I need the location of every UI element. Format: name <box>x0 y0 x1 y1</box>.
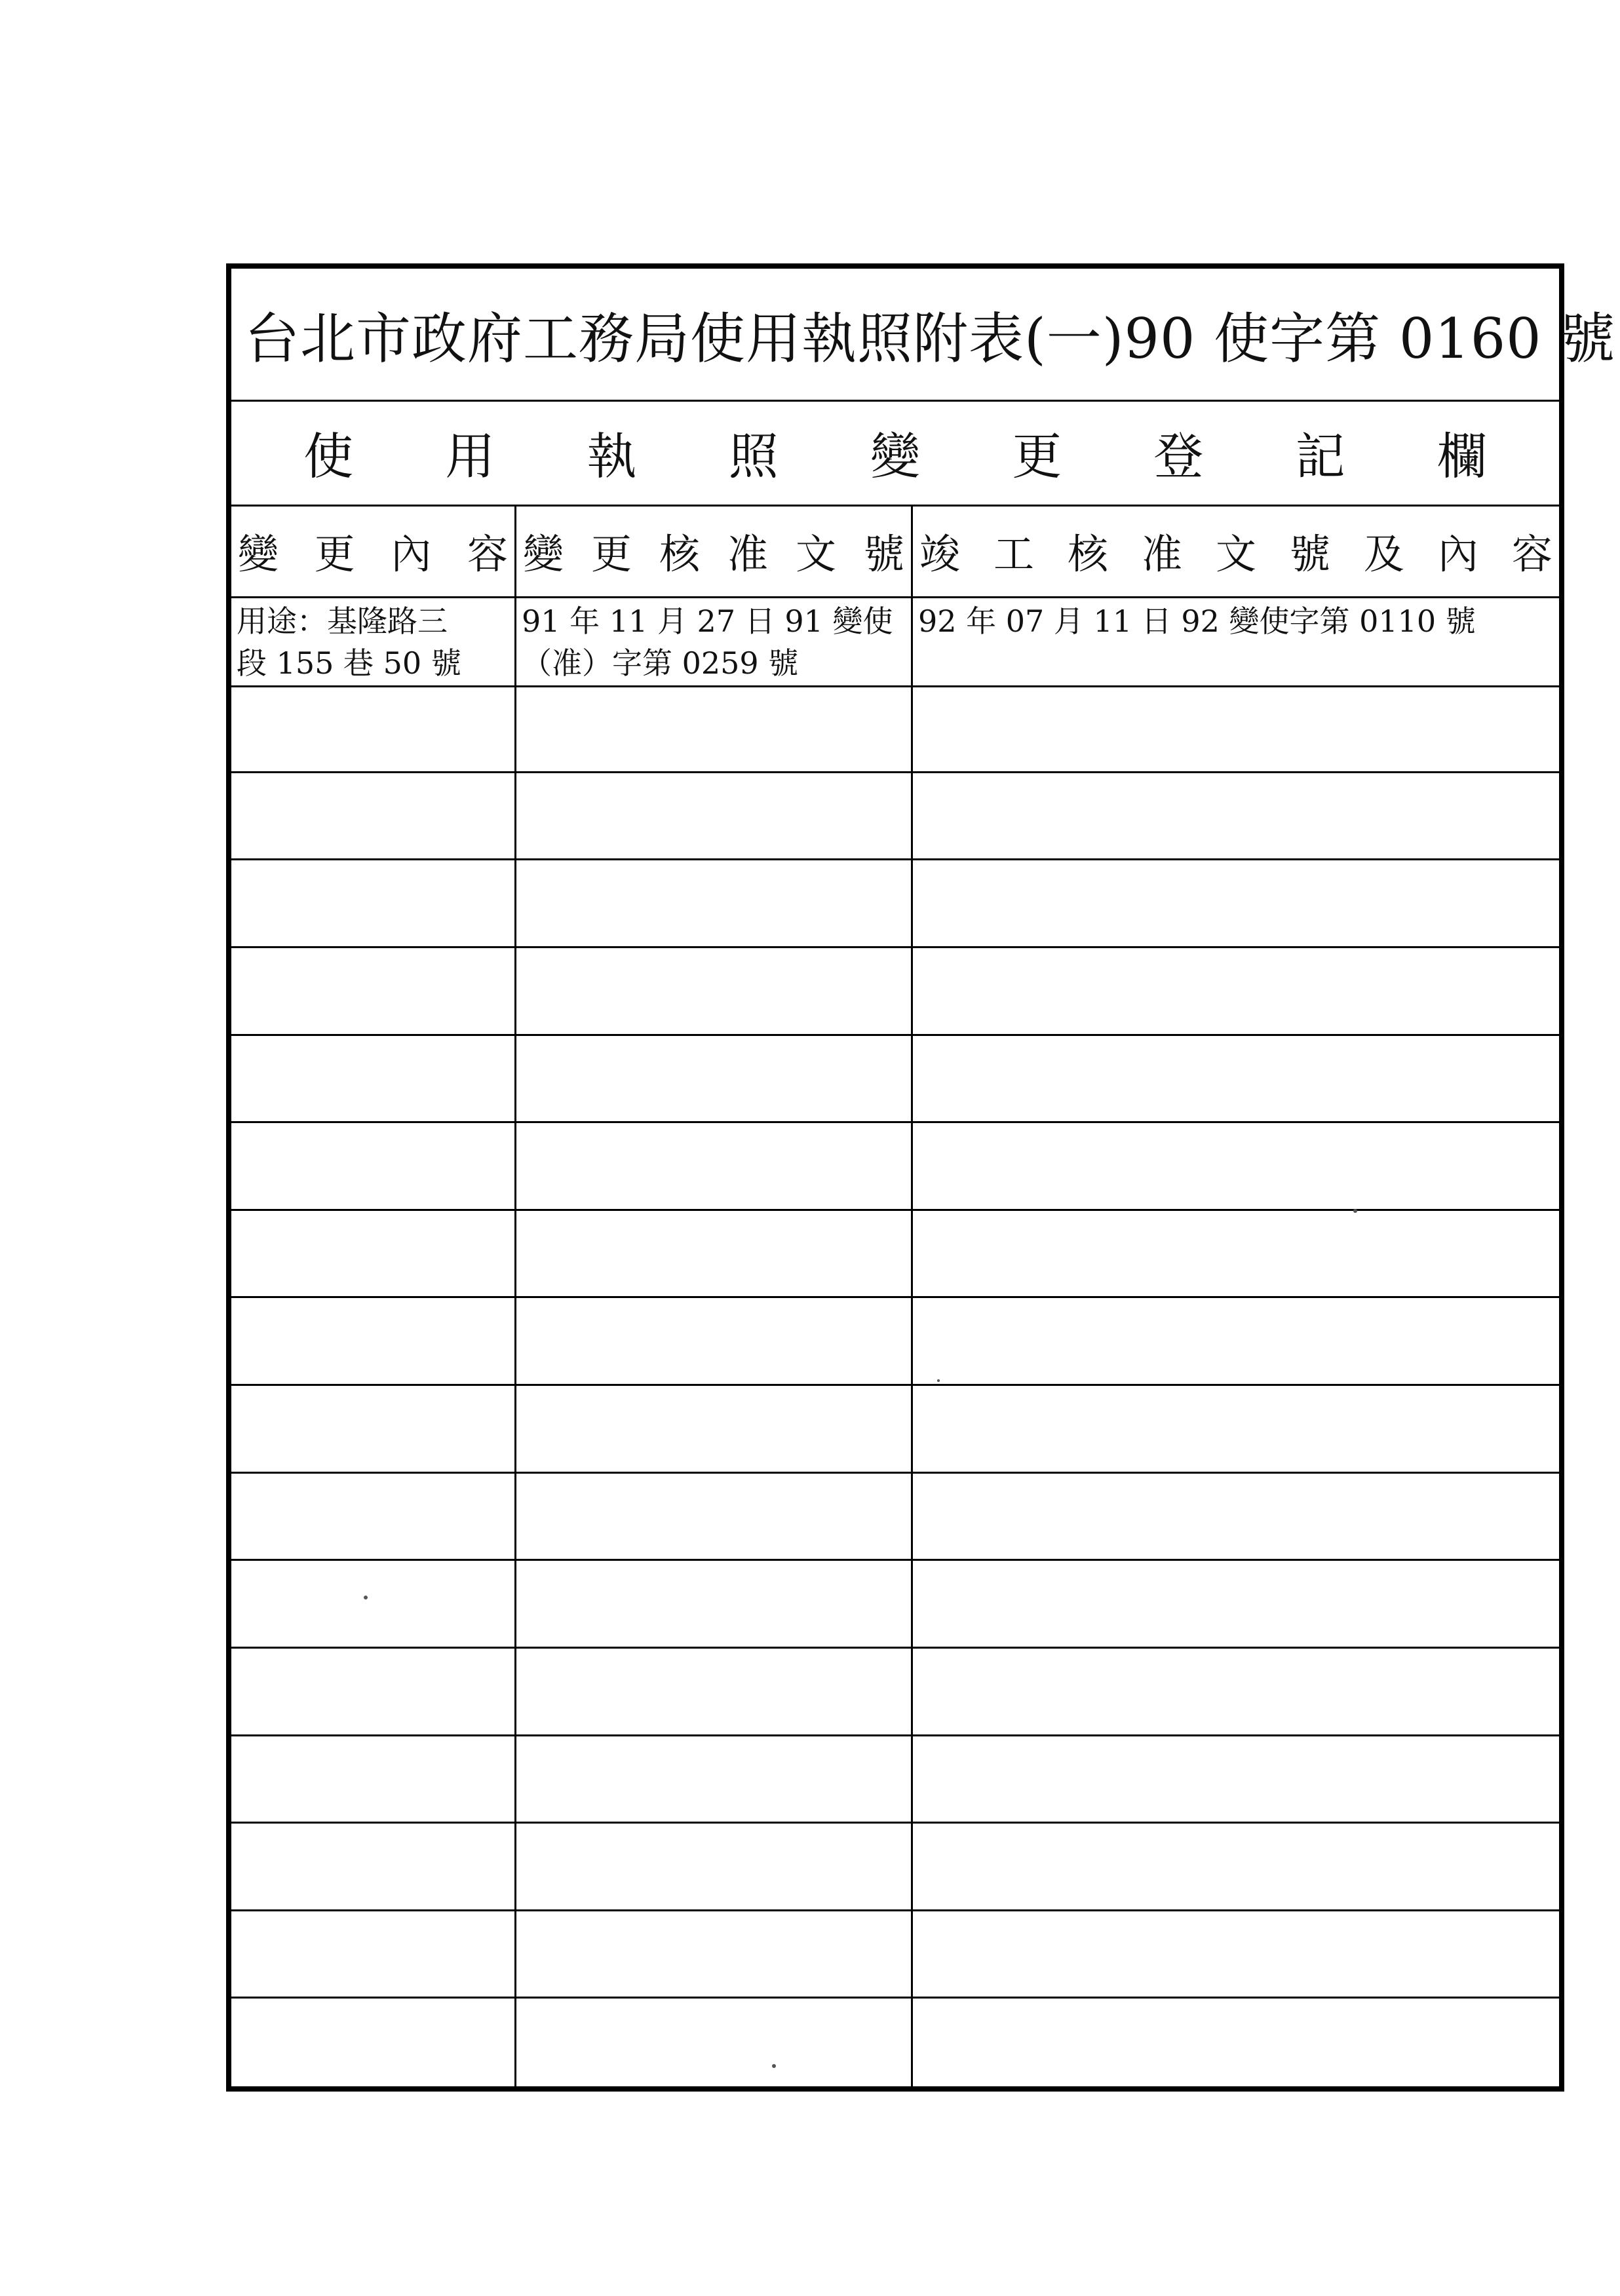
table-row <box>231 1911 1559 1999</box>
header-char: 內 <box>1437 529 1478 578</box>
header-char: 號 <box>863 529 904 578</box>
header-char: 容 <box>1511 529 1552 578</box>
cell-line: 91 年 11 月 27 日 91 變使 <box>522 603 893 639</box>
table-row <box>231 1649 1559 1736</box>
header-char: 內 <box>391 529 432 578</box>
header-char: 竣 <box>919 529 961 578</box>
scan-speck <box>772 2064 776 2068</box>
form-subtitle <box>231 400 1559 507</box>
header-char: 工 <box>993 529 1034 578</box>
header-char: 變 <box>238 529 279 578</box>
table-row <box>231 685 1559 773</box>
table-row <box>231 1123 1559 1211</box>
subtitle-char: 變 <box>870 427 920 486</box>
table-row <box>231 948 1559 1036</box>
subtitle-char: 使 <box>303 427 354 486</box>
table-row <box>231 596 1559 687</box>
table-row <box>231 1561 1559 1649</box>
subtitle-char: 用 <box>445 427 495 486</box>
form-title: 台北市政府工務局使用執照附表(一)90 使字第 0160 號 <box>231 269 1559 402</box>
header-char: 核 <box>1067 529 1108 578</box>
header-char: 文 <box>1215 529 1256 578</box>
cell-change-content <box>231 596 514 685</box>
header-char: 文 <box>795 529 836 578</box>
table-row <box>231 1736 1559 1824</box>
subtitle-char: 登 <box>1153 427 1204 486</box>
subtitle-char: 記 <box>1295 427 1345 486</box>
table-row <box>231 1386 1559 1474</box>
table-row <box>231 1298 1559 1386</box>
scan-speck <box>937 1379 940 1382</box>
table-row <box>231 860 1559 948</box>
subtitle-char: 欄 <box>1437 427 1487 486</box>
header-change-content <box>231 505 514 596</box>
header-approval-number <box>516 505 911 596</box>
column-divider <box>514 505 516 2086</box>
cell-line: 段 155 巷 50 號 <box>237 645 461 681</box>
header-char: 准 <box>727 529 768 578</box>
header-char: 號 <box>1289 529 1330 578</box>
subtitle-char: 執 <box>587 427 637 486</box>
header-char: 變 <box>523 529 564 578</box>
scan-speck <box>1353 1209 1357 1213</box>
header-char: 及 <box>1363 529 1404 578</box>
table-row <box>231 1036 1559 1124</box>
header-completion-number <box>913 505 1559 596</box>
table-row <box>231 1211 1559 1299</box>
subtitle-char: 照 <box>728 427 779 486</box>
header-char: 更 <box>590 529 632 578</box>
cell-completion-number <box>913 596 1559 685</box>
header-char: 容 <box>467 529 508 578</box>
header-char: 准 <box>1141 529 1182 578</box>
cell-approval-number <box>516 596 911 685</box>
table-row <box>231 1999 1559 2084</box>
change-register-table <box>231 505 1559 2086</box>
table-row <box>231 1474 1559 1561</box>
usage-license-change-form <box>226 263 1616 2092</box>
scan-speck <box>364 1596 368 1599</box>
subtitle-char: 更 <box>1012 427 1062 486</box>
table-row <box>231 1824 1559 1911</box>
table-row <box>231 773 1559 861</box>
header-char: 更 <box>314 529 355 578</box>
header-char: 核 <box>659 529 700 578</box>
table-header-row <box>231 505 1559 598</box>
cell-line: （准）字第 0259 號 <box>522 645 799 681</box>
cell-line: 92 年 07 月 11 日 92 變使字第 0110 號 <box>918 603 1476 639</box>
column-divider <box>911 505 913 2086</box>
cell-line: 用途：基隆路三 <box>237 603 448 639</box>
